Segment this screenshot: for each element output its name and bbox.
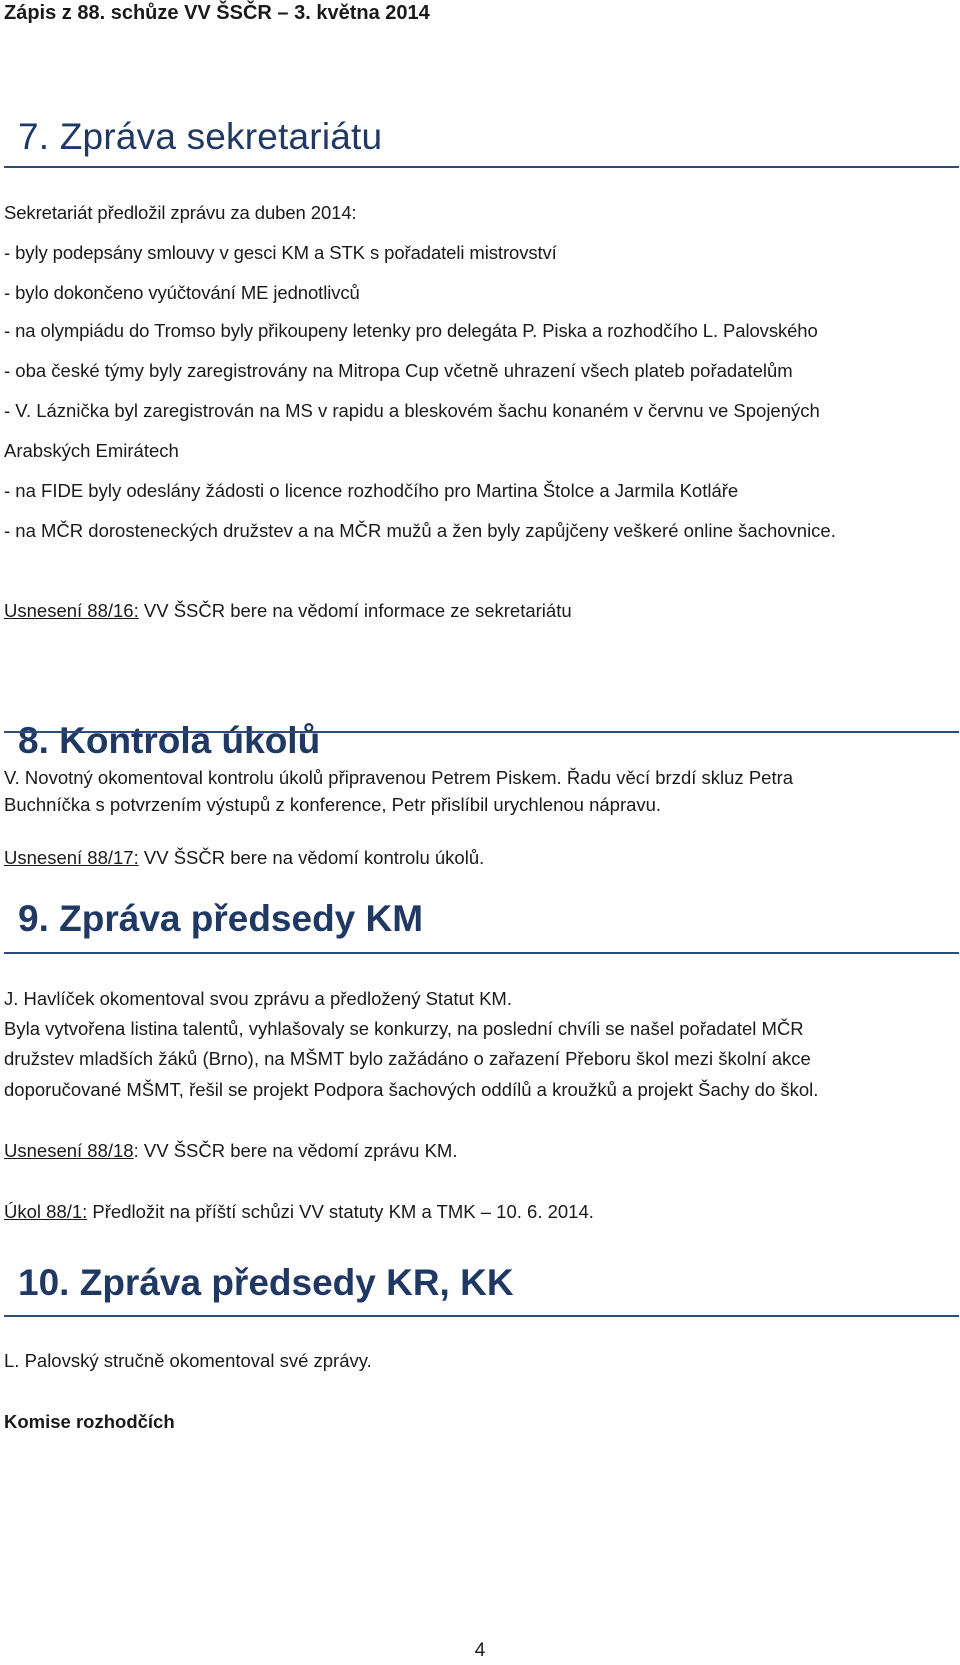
section-8-line-1: V. Novotný okomentoval kontrolu úkolů připravenou Petrem Piskem. Řadu věcí brzdí skluz Petra	[4, 767, 794, 788]
section-10-subheading: Komise rozhodčích	[4, 1411, 175, 1432]
section-9-line-4: doporučované MŠMT, řešil se projekt Podpora šachových oddílů a kroužků a projekt Šachy do škol.	[4, 1079, 819, 1100]
resolution-88-16-label: Usnesení 88/16:	[4, 600, 139, 621]
section-10-heading: 10. Zpráva předsedy KR, KK	[18, 1262, 514, 1303]
section-7-line-8: - na FIDE byly odeslány žádosti o licence rozhodčího pro Martina Štolce a Jarmila Kotláře	[4, 480, 739, 501]
resolution-88-17	[4, 847, 484, 869]
section-9-rule	[4, 952, 959, 954]
section-10-rule	[4, 1315, 959, 1317]
resolution-88-16	[4, 600, 572, 622]
section-8-rule	[4, 731, 959, 733]
section-7-heading: 7. Zpráva sekretariátu	[18, 116, 383, 157]
page-number: 4	[474, 1640, 486, 1661]
section-7-rule	[4, 166, 959, 168]
resolution-88-18	[4, 1140, 457, 1162]
section-9-line-3: družstev mladších žáků (Brno), na MŠMT bylo zažádáno o zařazení Přeboru škol mezi školní akce	[4, 1048, 811, 1069]
section-8-heading: 8. Kontrola úkolů	[18, 720, 321, 761]
section-8-line-2: Buchníčka s potvrzením výstupů z konference, Petr přislíbil urychlenou nápravu.	[4, 794, 662, 815]
resolution-88-16-text: VV ŠSČR bere na vědomí informace ze sekretariátu	[138, 600, 572, 621]
section-9-line-2: Byla vytvořena listina talentů, vyhlašovaly se konkurzy, na poslední chvíli se našel pořadatel MČR	[4, 1018, 804, 1039]
task-88-1-label: Úkol 88/1:	[4, 1201, 88, 1222]
section-9-heading: 9. Zpráva předsedy KM	[18, 898, 424, 939]
section-7-line-4: - na olympiádu do Tromso byly přikoupeny letenky pro delegáta P. Piska a rozhodčího L. Palovského	[4, 320, 818, 341]
section-7-line-1: Sekretariát předložil zprávu za duben 2014:	[4, 202, 357, 223]
resolution-88-18-label: Usnesení 88/18	[4, 1140, 134, 1161]
section-7-line-3: - bylo dokončeno vyúčtování ME jednotlivců	[4, 282, 360, 303]
task-88-1	[4, 1201, 594, 1223]
section-10-line-1: L. Palovský stručně okomentoval své zprávy.	[4, 1350, 372, 1371]
resolution-88-17-text: VV ŠSČR bere na vědomí kontrolu úkolů.	[138, 847, 485, 868]
section-7-line-2: - byly podepsány smlouvy v gesci KM a STK s pořadateli mistrovství	[4, 242, 557, 263]
task-88-1-text: Předložit na příští schůzi VV statuty KM a TMK – 10. 6. 2014.	[87, 1201, 594, 1222]
section-7-line-9: - na MČR dorosteneckých družstev a na MČR mužů a žen byly zapůjčeny veškeré online šachovnice.	[4, 520, 836, 541]
resolution-88-17-label: Usnesení 88/17:	[4, 847, 139, 868]
section-7-line-6: - V. Láznička byl zaregistrován na MS v rapidu a bleskovém šachu konaném v červnu ve Spojených	[4, 400, 820, 421]
document-header-title: Zápis z 88. schůze VV ŠSČR – 3. května 2014	[4, 2, 430, 24]
resolution-88-18-text: : VV ŠSČR bere na vědomí zprávu KM.	[133, 1140, 458, 1161]
section-7-line-7: Arabských Emirátech	[4, 440, 179, 461]
section-7-line-5: - oba české týmy byly zaregistrovány na Mitropa Cup včetně uhrazení všech plateb pořadatelům	[4, 360, 793, 381]
section-9-line-1: J. Havlíček okomentoval svou zprávu a předložený Statut KM.	[4, 988, 512, 1009]
